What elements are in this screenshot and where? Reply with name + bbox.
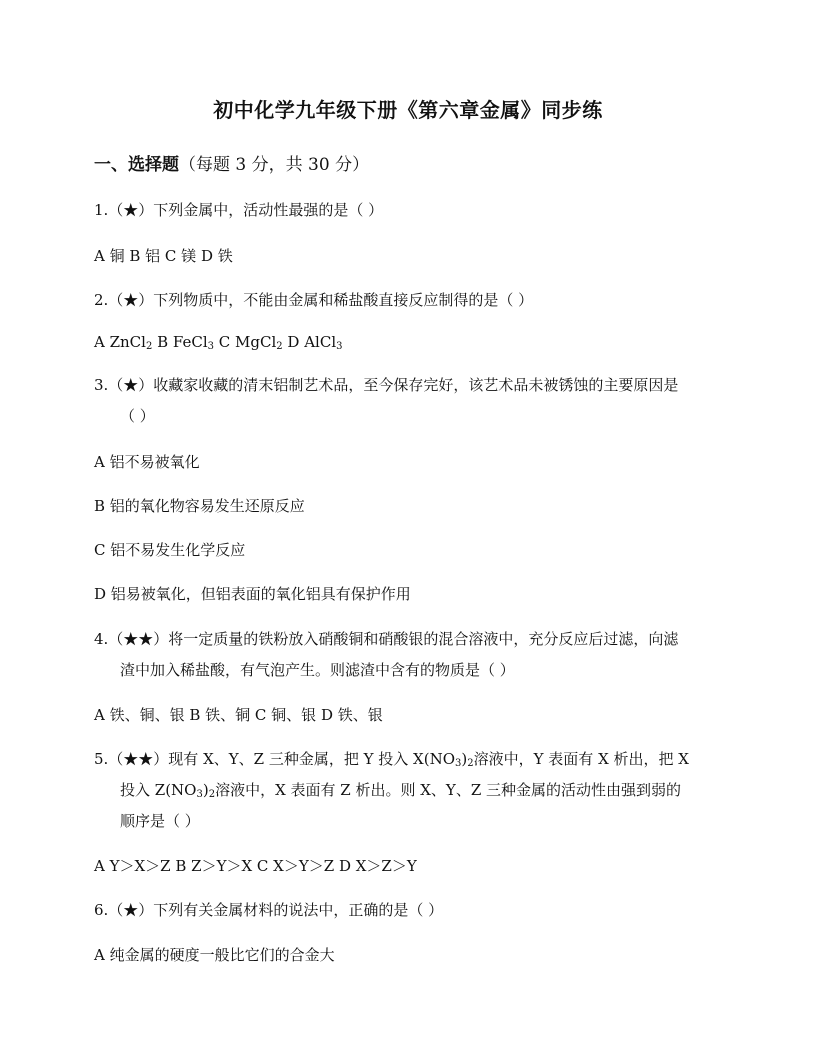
question-5-cont-subscript-b: 2 bbox=[208, 789, 216, 800]
question-4-options: A 铁、铜、银 B 铁、铜 C 铜、银 D 铁、银 bbox=[94, 706, 383, 724]
question-3-option-a: A 铝不易被氧化 bbox=[94, 453, 200, 471]
question-3-option-b: B 铝的氧化物容易发生还原反应 bbox=[94, 497, 305, 515]
question-5-options: A Y＞X＞Z B Z＞Y＞X C X＞Y＞Z D X＞Z＞Y bbox=[94, 857, 417, 875]
question-5-cont-text-c: 溶液中，X 表面有 Z 析出。则 X、Y、Z 三种金属的活动性由强到弱的 bbox=[215, 781, 682, 799]
question-5-text-a: 5.（★★）现有 X、Y、Z 三种金属，把 Y 投入 X(NO bbox=[94, 750, 456, 768]
question-4: 4.（★★）将一定质量的铁粉放入硝酸铜和硝酸银的混合溶液中，充分反应后过滤，向滤 bbox=[94, 630, 679, 648]
option-d: D AlCl bbox=[282, 333, 337, 351]
question-1: 1.（★）下列金属中，活动性最强的是（ ） bbox=[94, 201, 384, 219]
question-5-continuation bbox=[120, 779, 681, 800]
question-5-cont-text-b: ) bbox=[202, 781, 209, 799]
question-5-text-c: 溶液中，Y 表面有 X 析出，把 X bbox=[473, 750, 689, 768]
option-b-subscript: 3 bbox=[207, 341, 215, 352]
question-3-option-c: C 铝不易发生化学反应 bbox=[94, 541, 246, 559]
question-2-options bbox=[94, 333, 343, 351]
section-heading bbox=[94, 150, 369, 175]
option-a: A ZnCl bbox=[94, 333, 146, 351]
question-5-continuation-2: 顺序是（ ） bbox=[120, 812, 200, 830]
question-4-continuation: 渣中加入稀盐酸，有气泡产生。则滤渣中含有的物质是（ ） bbox=[120, 661, 515, 679]
option-a-subscript: 2 bbox=[145, 341, 153, 352]
question-2: 2.（★）下列物质中，不能由金属和稀盐酸直接反应制得的是（ ） bbox=[94, 291, 534, 309]
question-3-continuation: （ ） bbox=[120, 407, 155, 425]
question-5-subscript-b: 2 bbox=[467, 758, 474, 769]
question-3-option-d: D 铝易被氧化，但铝表面的氧化铝具有保护作用 bbox=[94, 585, 411, 603]
question-1-options: A 铜 B 铝 C 镁 D 铁 bbox=[94, 247, 233, 265]
question-5-cont-subscript-a: 3 bbox=[196, 789, 203, 800]
question-5-cont-text-a: 投入 Z(NO bbox=[120, 781, 197, 799]
option-c-subscript: 2 bbox=[276, 341, 283, 352]
section-heading-note: （每题 3 分，共 30 分） bbox=[179, 155, 370, 175]
option-d-subscript: 3 bbox=[336, 341, 343, 352]
question-6: 6.（★）下列有关金属材料的说法中，正确的是（ ） bbox=[94, 901, 444, 919]
option-c: C MgCl bbox=[214, 333, 277, 351]
section-heading-label: 一、选择题 bbox=[94, 155, 179, 175]
question-5-text-b: ) bbox=[461, 750, 468, 768]
question-3: 3.（★）收藏家收藏的清末铝制艺术品，至今保存完好，该艺术品未被锈蚀的主要原因是 bbox=[94, 376, 679, 394]
question-6-option-a: A 纯金属的硬度一般比它们的合金大 bbox=[94, 946, 335, 964]
question-5-subscript-a: 3 bbox=[455, 758, 462, 769]
option-b: B FeCl bbox=[152, 333, 208, 351]
question-5 bbox=[94, 748, 689, 769]
document-title: 初中化学九年级下册《第六章金属》同步练 bbox=[213, 98, 603, 122]
